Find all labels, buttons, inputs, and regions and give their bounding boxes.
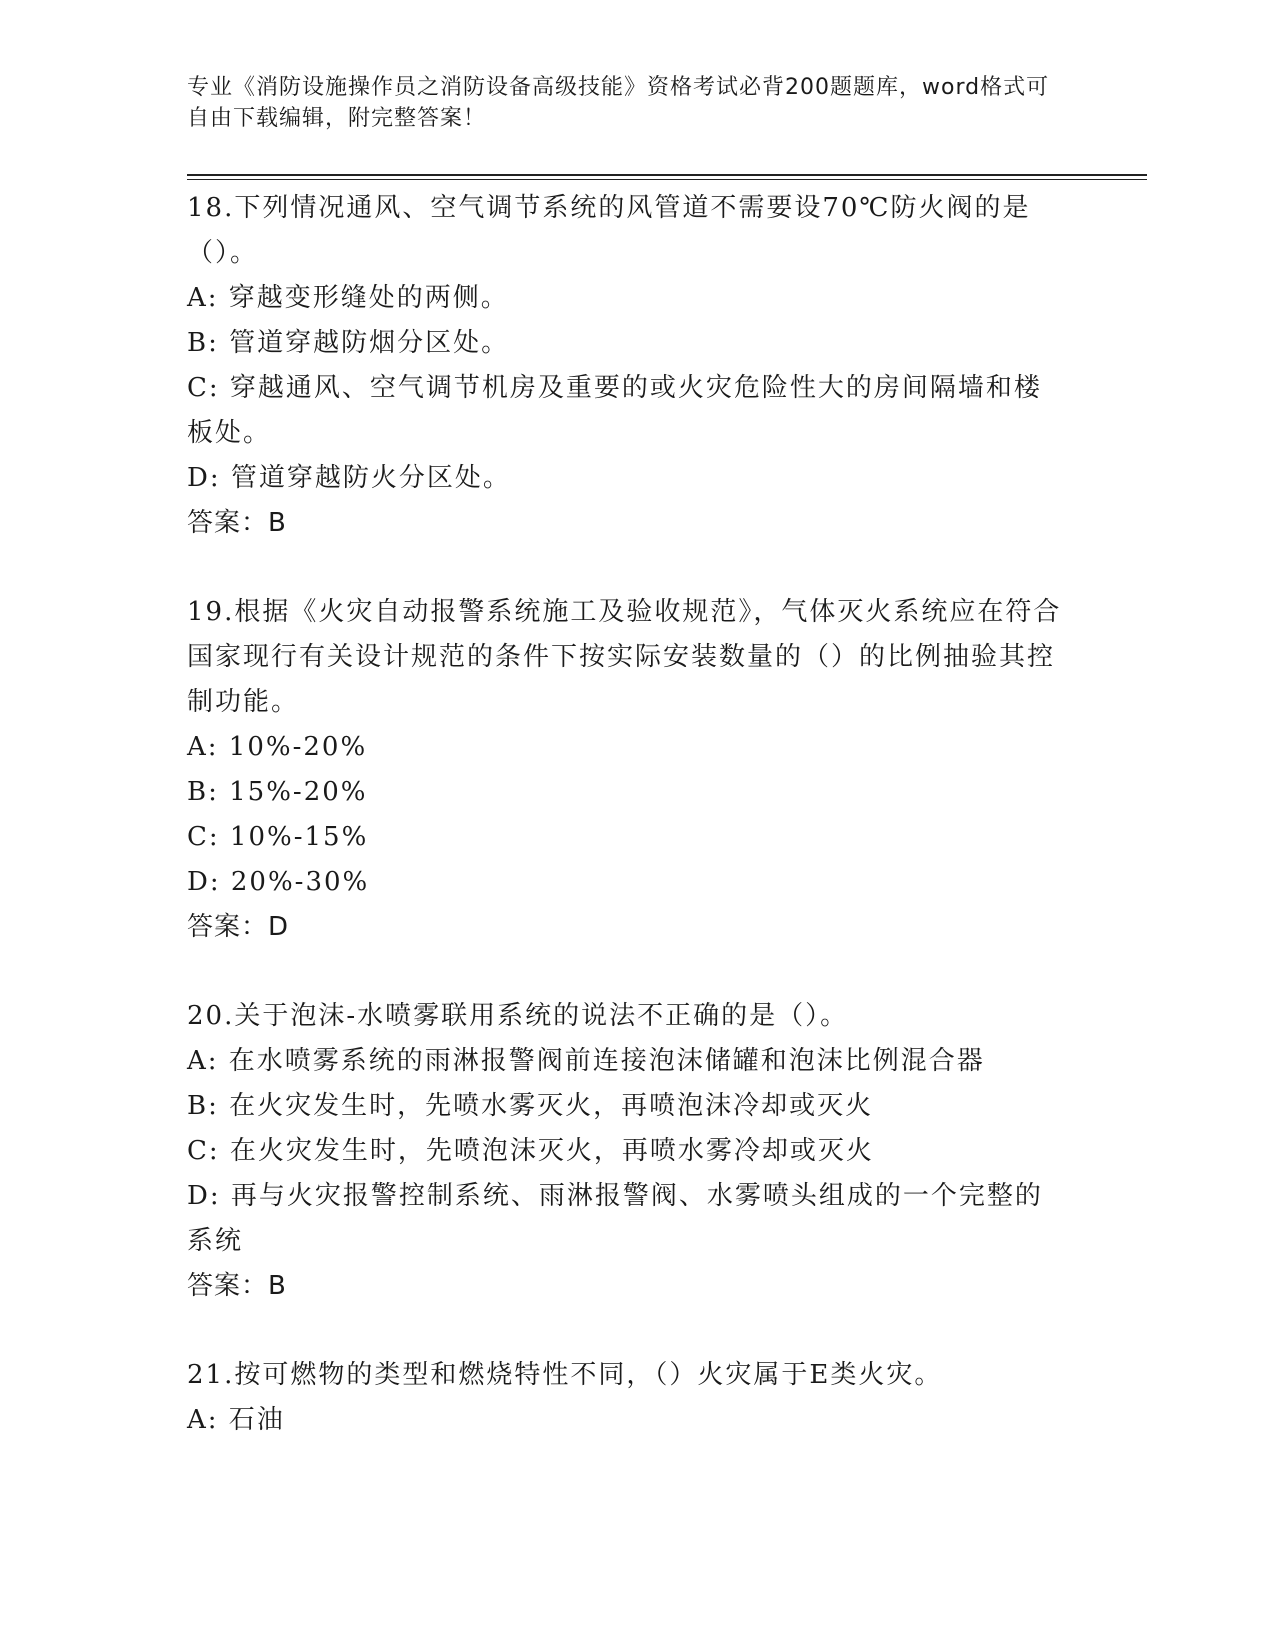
option-d: D: 再与火灾报警控制系统、雨淋报警阀、水雾喷头组成的一个完整的系统 <box>187 1181 1043 1256</box>
option-a: A: 石油 <box>187 1405 285 1435</box>
question-stem: 19.根据《火灾自动报警系统施工及验收规范》，气体灭火系统应在符合国家现行有关设计规范的条件下按实际安装数量的（）的比例抽验其控制功能。 <box>187 597 1062 717</box>
question-stem: 20.关于泡沫-水喷雾联用系统的说法不正确的是（）。 <box>187 1001 849 1031</box>
question-item <box>187 1353 1147 1443</box>
option-a: A: 10%-20% <box>187 732 368 762</box>
option-c: C: 在火灾发生时，先喷泡沫灭火，再喷水雾冷却或灭火 <box>187 1136 874 1166</box>
option-c: C: 穿越通风、空气调节机房及重要的或火灾危险性大的房间隔墙和楼板处。 <box>187 373 1042 448</box>
question-stem: 18.下列情况通风、空气调节系统的风管道不需要设70℃防火阀的是（）。 <box>187 193 1031 268</box>
document-page <box>187 72 1147 1487</box>
option-c: C: 10%-15% <box>187 822 369 852</box>
document-header: 专业《消防设施操作员之消防设备高级技能》资格考试必背200题题库，word格式可自由下载编辑，附完整答案！ <box>187 75 1050 131</box>
option-b: B: 15%-20% <box>187 777 368 807</box>
option-d: D: 管道穿越防火分区处。 <box>187 463 511 493</box>
question-list <box>187 186 1147 1443</box>
option-b: B: 在火灾发生时，先喷水雾灭火，再喷泡沫冷却或灭火 <box>187 1091 874 1121</box>
answer-line: 答案：B <box>187 1271 287 1301</box>
option-d: D: 20%-30% <box>187 867 370 897</box>
header-divider <box>187 174 1147 180</box>
answer-line: 答案：B <box>187 508 287 538</box>
option-a: A: 在水喷雾系统的雨淋报警阀前连接泡沫储罐和泡沫比例混合器 <box>187 1046 985 1076</box>
question-stem: 21.按可燃物的类型和燃烧特性不同，（）火灾属于E类火灾。 <box>187 1360 943 1390</box>
question-item <box>187 590 1147 950</box>
answer-line: 答案：D <box>187 912 290 942</box>
option-b: B: 管道穿越防烟分区处。 <box>187 328 510 358</box>
question-item <box>187 186 1147 546</box>
question-item <box>187 994 1147 1309</box>
option-a: A: 穿越变形缝处的两侧。 <box>187 283 509 313</box>
